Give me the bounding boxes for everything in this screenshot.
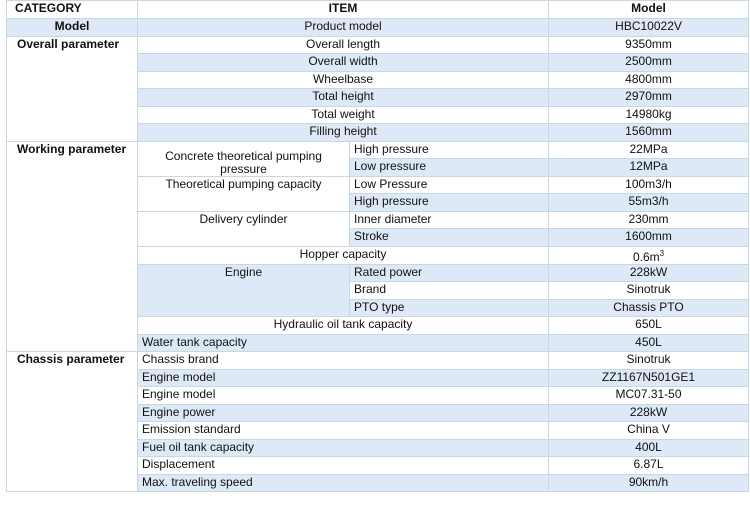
cell-value: Chassis PTO xyxy=(549,299,749,317)
cell-value: 90km/h xyxy=(549,474,749,492)
cell-subitem: High pressure xyxy=(350,141,549,159)
cell-item: Hydraulic oil tank capacity xyxy=(138,317,549,335)
cell-item: Total height xyxy=(138,89,549,107)
cell-value: 1560mm xyxy=(549,124,749,142)
cell-subitem: Low pressure xyxy=(350,159,549,177)
category-working: Working parameter xyxy=(7,141,138,352)
cell-value: 2500mm xyxy=(549,54,749,72)
table-row xyxy=(7,36,749,54)
header-row xyxy=(7,1,749,19)
cell-item: Chassis brand xyxy=(138,352,549,370)
cell-value: 450L xyxy=(549,334,749,352)
cell-value-hopper xyxy=(549,246,749,264)
cell-item-delivery-cylinder: Delivery cylinder xyxy=(138,211,350,246)
category-overall: Overall parameter xyxy=(7,36,138,141)
cell-item-pumping-pressure: Concrete theoretical pumping pressure xyxy=(138,141,350,176)
cell-item: Max. traveling speed xyxy=(138,474,549,492)
cell-subitem: Rated power xyxy=(350,264,549,282)
cell-value: China V xyxy=(549,422,749,440)
cell-value: 100m3/h xyxy=(549,176,749,194)
cell-item: Engine power xyxy=(138,404,549,422)
cell-value: 2970mm xyxy=(549,89,749,107)
cell-value: 14980kg xyxy=(549,106,749,124)
cell-item-engine: Engine xyxy=(138,264,350,317)
cell-item: Emission standard xyxy=(138,422,549,440)
cell-item: Overall length xyxy=(138,36,549,54)
cell-value: 22MPa xyxy=(549,141,749,159)
cell-item: Water tank capacity xyxy=(138,334,549,352)
cell-subitem: Stroke xyxy=(350,229,549,247)
cell-value: 230mm xyxy=(549,211,749,229)
header-category: CATEGORY xyxy=(7,1,138,19)
category-model: Model xyxy=(7,19,138,37)
cell-value: 1600mm xyxy=(549,229,749,247)
table-row xyxy=(7,352,749,370)
cell-value: 55m3/h xyxy=(549,194,749,212)
spec-table xyxy=(6,0,749,492)
cell-subitem: Brand xyxy=(350,282,549,300)
header-item: ITEM xyxy=(138,1,549,19)
cell-value: 400L xyxy=(549,439,749,457)
cell-value: 228kW xyxy=(549,404,749,422)
cell-value: 12MPa xyxy=(549,159,749,177)
cell-item-pumping-capacity: Theoretical pumping capacity xyxy=(138,176,350,211)
cell-value: HBC10022V xyxy=(549,19,749,37)
cell-item: Wheelbase xyxy=(138,71,549,89)
cell-value: 6.87L xyxy=(549,457,749,475)
cell-value: 650L xyxy=(549,317,749,335)
table-row xyxy=(7,19,749,37)
cell-value: MC07.31-50 xyxy=(549,387,749,405)
cell-value: ZZ1167N501GE1 xyxy=(549,369,749,387)
cell-item: Displacement xyxy=(138,457,549,475)
cell-item: Product model xyxy=(138,19,549,37)
table-row xyxy=(7,141,749,159)
hopper-unit-sup: 3 xyxy=(659,248,665,258)
cell-item: Engine model xyxy=(138,369,549,387)
cell-subitem: PTO type xyxy=(350,299,549,317)
cell-item: Fuel oil tank capacity xyxy=(138,439,549,457)
cell-item: Engine model xyxy=(138,387,549,405)
cell-value: Sinotruk xyxy=(549,282,749,300)
cell-item: Overall width xyxy=(138,54,549,72)
cell-item: Filling height xyxy=(138,124,549,142)
cell-value: Sinotruk xyxy=(549,352,749,370)
cell-value: 228kW xyxy=(549,264,749,282)
cell-subitem: Inner diameter xyxy=(350,211,549,229)
cell-value: 9350mm xyxy=(549,36,749,54)
hopper-value: 0.6m xyxy=(632,249,660,264)
cell-subitem: High pressure xyxy=(350,194,549,212)
cell-item: Hopper capacity xyxy=(138,246,549,264)
cell-subitem: Low Pressure xyxy=(350,176,549,194)
cell-item: Total weight xyxy=(138,106,549,124)
header-model: Model xyxy=(549,1,749,19)
category-chassis: Chassis parameter xyxy=(7,352,138,492)
cell-value: 4800mm xyxy=(549,71,749,89)
